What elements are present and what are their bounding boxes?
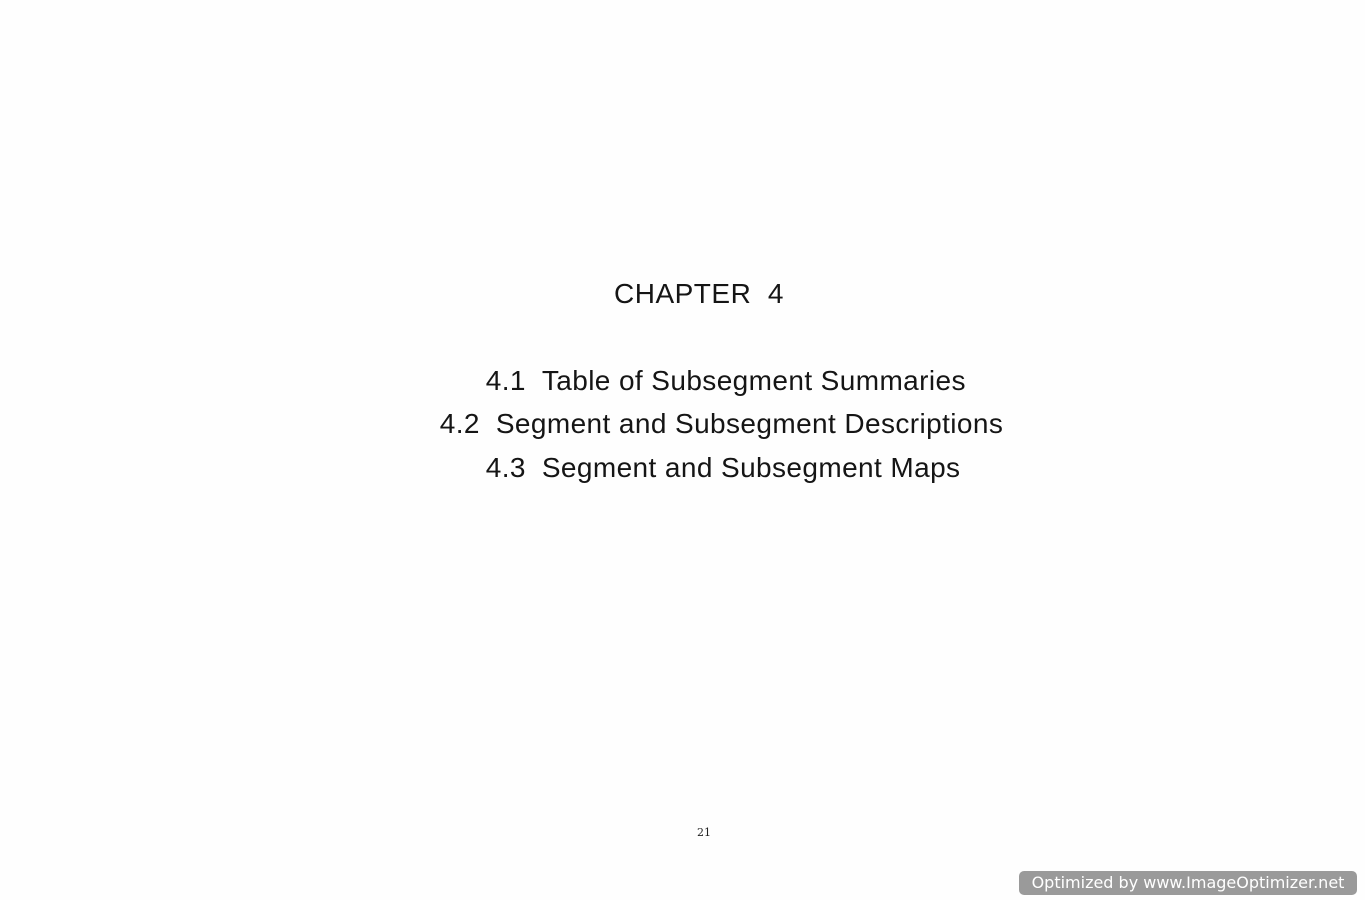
toc-item-label: Segment and Subsegment Descriptions — [495, 408, 1004, 439]
toc-item — [453, 420, 960, 516]
chapter-title: CHAPTER 4 — [614, 278, 784, 309]
page-number: 21 — [697, 826, 711, 839]
toc-item-number: 4.3 — [485, 452, 526, 483]
watermark-badge: Optimized by www.ImageOptimizer.net — [1019, 871, 1357, 895]
toc-item-number: 4.1 — [485, 365, 526, 396]
toc-item-number: 4.2 — [439, 408, 480, 439]
toc-item-label: Segment and Subsegment Maps — [541, 452, 961, 483]
toc-item-label: Table of Subsegment Summaries — [541, 365, 966, 396]
